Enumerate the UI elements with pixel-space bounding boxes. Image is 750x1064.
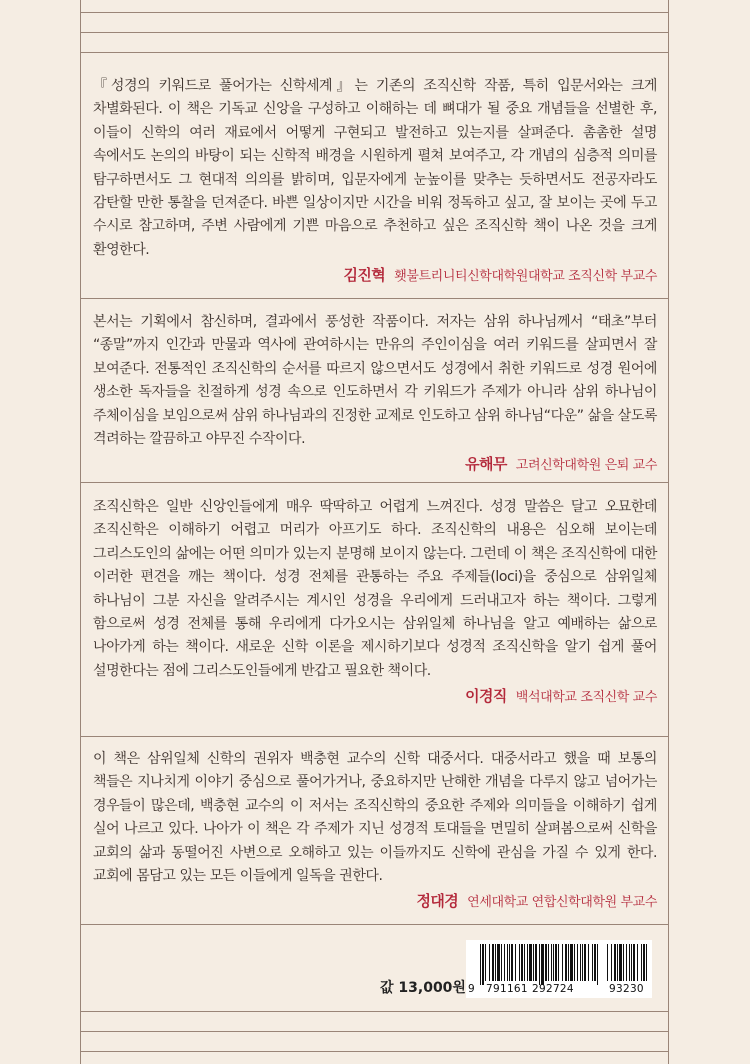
barcode-addon-bar (614, 944, 616, 981)
section-divider (80, 482, 669, 483)
review-text: 이 책은 삼위일체 신학의 권위자 백충현 교수의 신학 대중서다. 대중서라고 했을 때 보통의 책들은 지나치게 이야기 중심으로 풀어가거나, 중요하지만 난해한 개념을 다루지 않고 넘어가는 경우들이 많은데, 백충현 교수의 이 저서는 조직신학의 중요한 주제와 의미들을 이해하기 쉽게 실어 나르고 있다. 나아가 이 책은 각 주제가 지닌 성경적 토대들을 면밀히 살펴봄으로써 신학을 교회의 삶과 동떨어진 사변으로 오해하고 있는 이들까지도 신학에 관심을 가질 수 있게 한다. 교회에 몸담고 있는 모든 이들에게 일독을 권한다. (93, 751, 657, 885)
bottom-rule (80, 1051, 669, 1052)
barcode-bar (580, 944, 581, 981)
reviewer-role: 고려신학대학원 은퇴 교수 (515, 458, 657, 474)
barcode-addon-bar (637, 944, 638, 981)
barcode-bar (519, 944, 520, 981)
barcode-bar (533, 944, 534, 981)
frame-line-left (80, 0, 81, 1064)
reviewer-name: 김진혁 (343, 266, 386, 285)
barcode-bar (555, 944, 557, 981)
frame-line-right (668, 0, 669, 1064)
barcode-addon-bar (641, 944, 642, 981)
barcode-addon-bar (646, 944, 647, 981)
reviewer-role: 백석대학교 조직신학 교수 (515, 690, 657, 706)
barcode-bar (509, 944, 510, 981)
barcode-bar (574, 944, 575, 981)
review-attribution (93, 453, 657, 477)
review-text: 『성경의 키워드로 풀어가는 신학세계』는 기존의 조직신학 작품, 특히 입문서와는 크게 차별화된다. 이 책은 기독교 신앙을 구성하고 이해하는 데 뼈대가 될 중요 개념들을 선별한 후, 이들이 신학의 여러 재료에서 어떻게 구현되고 발전하고 있는지를 살펴준다. 촘촘한 설명 속에서도 논의의 바탕이 되는 신학적 배경을 시원하게 펼쳐 보여주고, 각 개념의 심층적 의미를 탐구하면서도 그 현대적 의의를 밝히며, 입문자에게 눈높이를 맞추는 듯하면서도 전공자라도 감탄할 만한 통찰을 던져준다. 바쁜 일상이지만 시간을 비워 정독하고 싶고, 잘 보이는 곳에 두고 수시로 참고하며, 주변 사람에게 기쁜 마음으로 추천하고 싶은 조직신학 책이 나온 것을 크게 환영한다. (93, 78, 657, 258)
bottom-rule (80, 1011, 669, 1012)
reviewer-role: 연세대학교 연합신학대학원 부교수 (467, 895, 657, 911)
price-label: 값 13,000원 (380, 980, 466, 996)
reviewer-role: 횃불트리니티신학대학원대학교 조직신학 부교수 (394, 269, 657, 285)
review-yoo-haemu (93, 311, 657, 477)
barcode-bar (592, 944, 593, 981)
barcode-bar (548, 944, 549, 981)
review-lee-kyungjik (93, 496, 657, 709)
barcode-bar (570, 944, 573, 981)
bottom-rule (80, 1031, 669, 1032)
review-text: 조직신학은 일반 신앙인들에게 매우 딱딱하고 어렵게 느껴진다. 성경 말씀은 달고 오묘한데 조직신학은 이해하기 어렵고 머리가 아프기도 하다. 조직신학의 내용은 심오해 보이는데 그리스도인의 삶에는 어떤 의미가 있는지 분명해 보이지 않는다. 그런데 이 책은 조직신학에 대한 이러한 편견을 깨는 책이다. 성경 전체를 관통하는 주요 주제들(loci)을 중심으로 삼위일체 하나님이 그분 자신을 알려주시는 계시인 성경을 우리에게 드러내고자 하는 책이다. 그렇게 함으로써 성경 전체를 통해 우리에게 다가오시는 삼위일체 하나님을 알고 예배하는 삶으로 나아가게 하는 책이다. 새로운 신학 이론을 제시하기보다 성경적 조직신학을 알기 쉽게 풀어 설명한다는 점에 그리스도인들에게 반갑고 필요한 책이다. (93, 499, 657, 679)
barcode-digits-group-1: 791161 (486, 983, 528, 995)
barcode-bar (577, 944, 578, 981)
barcode-bar (515, 944, 516, 981)
section-divider (80, 298, 669, 299)
barcode-addon-bar (619, 944, 622, 981)
barcode-bar (497, 944, 500, 981)
barcode-bar (551, 944, 552, 981)
barcode-addon-bar (643, 944, 645, 981)
barcode-bar (565, 944, 567, 981)
barcode-digits-group-2: 292724 (532, 983, 574, 995)
reviewer-name: 이경직 (465, 687, 507, 706)
barcode-addon-bar (623, 944, 624, 981)
barcode-addon-bar (607, 944, 608, 981)
barcode-bar (594, 944, 596, 981)
barcode-bar (582, 944, 583, 981)
barcode-addon-bar (617, 944, 618, 981)
barcode-bar (524, 944, 525, 981)
review-text: 본서는 기획에서 참신하며, 결과에서 풍성한 작품이다. 저자는 삼위 하나님께서 “태초”부터 “종말”까지 인간과 만물과 역사에 관여하시는 만유의 주인이심을 여러 키워드를 살피면서 잘 보여준다. 전통적인 조직신학의 순서를 따르지 않으면서도 성경에서 취한 키워드로 성경 원어에 생소한 독자들을 친절하게 성경 속으로 인도하면서 각 키워드가 주제가 아니라 삼위 하나님이 주체이심을 보임으로써 삼위 하나님과의 진정한 교제로 인도하고 삼위 하나님“다운” 삶을 살도록 격려하는 깔끔하고 야무진 수작이다. (93, 314, 657, 448)
review-jung-daekyung (93, 748, 657, 914)
review-kim-jinhyuk (93, 75, 657, 288)
barcode-bar (529, 944, 532, 981)
barcode-addon-bar (631, 944, 632, 981)
barcode-bar (584, 944, 586, 981)
barcode-bar (562, 944, 563, 981)
barcode-bar (504, 944, 505, 981)
barcode-bar (495, 944, 496, 981)
barcode-bar (485, 944, 486, 981)
barcode-bar (597, 944, 598, 985)
barcode-bar (482, 944, 484, 985)
barcode-bar (553, 944, 554, 981)
barcode-bar (489, 944, 490, 981)
barcode-bar (545, 944, 547, 981)
barcode-bar (541, 944, 544, 985)
barcode-bar (521, 944, 523, 981)
barcode-addon-digits: 93230 (609, 983, 644, 995)
barcode-bar (588, 944, 589, 981)
barcode-bar (527, 944, 528, 981)
isbn-barcode (466, 940, 652, 998)
barcode-bar (492, 944, 494, 981)
barcode-bar (501, 944, 502, 981)
review-attribution (93, 685, 657, 709)
section-divider (80, 736, 669, 737)
barcode-bar (568, 944, 569, 981)
barcode-addon-bar (633, 944, 635, 981)
barcode-addon-bar (626, 944, 627, 981)
barcode-bar (539, 944, 540, 985)
reviewer-name: 정대경 (416, 892, 459, 911)
barcode-bar (511, 944, 513, 981)
barcode-prefix-digit: 9 (468, 983, 475, 995)
review-attribution (93, 264, 657, 288)
barcode-bar (558, 944, 559, 981)
barcode-bar (535, 944, 537, 981)
review-attribution (93, 890, 657, 914)
barcode-bar (480, 944, 481, 985)
barcode-addon-bar (611, 944, 612, 981)
top-rule (80, 12, 669, 13)
top-rule (80, 52, 669, 53)
reviewer-name: 유해무 (465, 455, 507, 474)
barcode-bar (507, 944, 508, 981)
section-divider (80, 924, 669, 925)
top-rule (80, 32, 669, 33)
barcode-addon-bar (629, 944, 630, 981)
